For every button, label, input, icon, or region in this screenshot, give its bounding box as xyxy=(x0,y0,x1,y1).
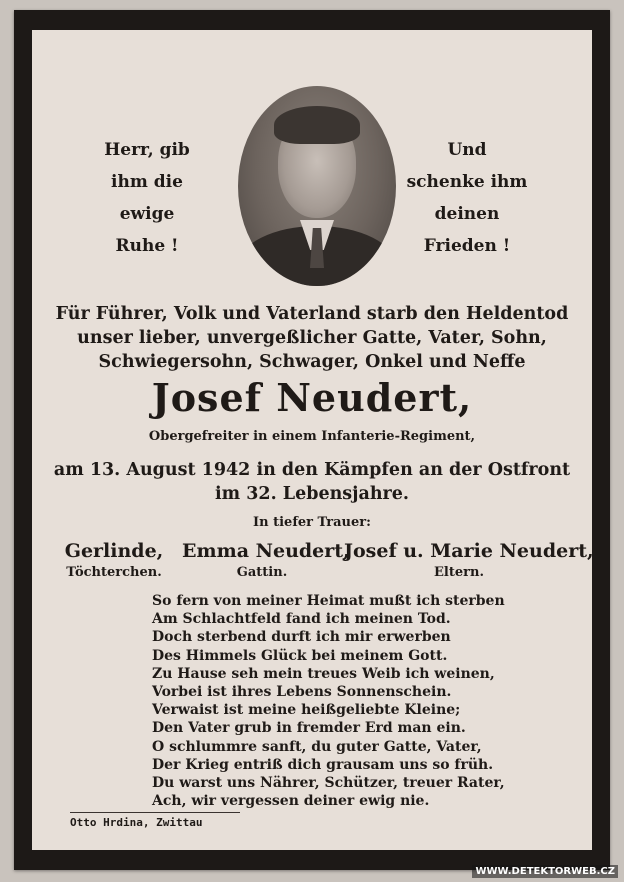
survivor-entry xyxy=(182,538,350,582)
survivor-name: Gerlinde, xyxy=(64,540,164,562)
poem-line: Den Vater grub in fremder Erd man ein. xyxy=(152,720,466,737)
poem-line: Des Himmels Glück bei meinem Gott. xyxy=(152,647,448,664)
death-line: am 13. August 1942 in den Kämpfen an der Ostfront xyxy=(53,460,571,480)
survivor-name: Emma Neudert, xyxy=(182,540,350,562)
verse-right-line: Frieden ! xyxy=(423,236,511,256)
card-paper xyxy=(32,30,592,850)
poem-line: O schlummre sanft, du guter Gatte, Vater, xyxy=(152,738,482,755)
survivor-entry xyxy=(344,538,594,582)
poem-line: Ach, wir vergessen deiner ewig nie. xyxy=(152,793,430,810)
survivor-role: Töchterchen. xyxy=(66,565,162,580)
verse-left-line: Herr, gib xyxy=(104,140,190,160)
verse-right-line: deinen xyxy=(434,204,500,224)
portrait-hair xyxy=(274,106,360,144)
mourning-heading: In tiefer Trauer: xyxy=(253,515,371,530)
verse-left xyxy=(77,134,217,262)
announcement-line: Schwiegersohn, Schwager, Onkel und Neffe xyxy=(98,352,526,372)
military-rank: Obergefreiter in einem Infanterie-Regiment, xyxy=(148,429,476,444)
announcement-line: unser lieber, unvergeßlicher Gatte, Vater, Sohn, xyxy=(77,328,547,348)
poem-line: Der Krieg entriß dich grausam uns so früh. xyxy=(152,756,494,773)
poem-line: Zu Hause seh mein treues Weib ich weinen, xyxy=(152,665,495,682)
poem-line: Vorbei ist ihres Lebens Sonnenschein. xyxy=(152,684,452,701)
announcement-line: Für Führer, Volk und Vaterland starb den Heldentod xyxy=(55,304,569,324)
announcement xyxy=(52,302,572,374)
printer-credit: Otto Hrdina, Zwittau xyxy=(70,816,203,829)
verse-right-line: Und xyxy=(447,140,487,160)
printer-divider xyxy=(70,812,240,813)
survivor-entry xyxy=(64,538,164,582)
death-details xyxy=(52,458,572,506)
memorial-card xyxy=(14,10,610,870)
watermark: WWW.DETEKTORWEB.CZ xyxy=(472,865,618,878)
poem-line: Am Schlachtfeld fand ich meinen Tod. xyxy=(152,611,451,628)
verse-left-line: Ruhe ! xyxy=(115,236,179,256)
deceased-name: Josef Neudert, xyxy=(151,375,473,420)
verse-left-line: ihm die xyxy=(111,172,183,192)
poem-line: Du warst uns Nährer, Schützer, treuer Rater, xyxy=(152,775,505,792)
death-line: im 32. Lebensjahre. xyxy=(214,484,410,504)
poem-line: Doch sterbend durft ich mir erwerben xyxy=(152,629,451,646)
memorial-poem xyxy=(152,592,572,810)
survivor-name: Josef u. Marie Neudert, xyxy=(344,540,594,562)
poem-line: So fern von meiner Heimat mußt ich sterben xyxy=(152,593,505,609)
survivor-role: Eltern. xyxy=(434,565,484,580)
verse-left-line: ewige xyxy=(119,204,175,224)
verse-right xyxy=(397,134,537,262)
survivor-role: Gattin. xyxy=(236,565,288,580)
verse-right-line: schenke ihm xyxy=(406,172,528,192)
portrait-photo xyxy=(238,86,396,286)
poem-line: Verwaist ist meine heißgeliebte Kleine; xyxy=(152,702,461,719)
